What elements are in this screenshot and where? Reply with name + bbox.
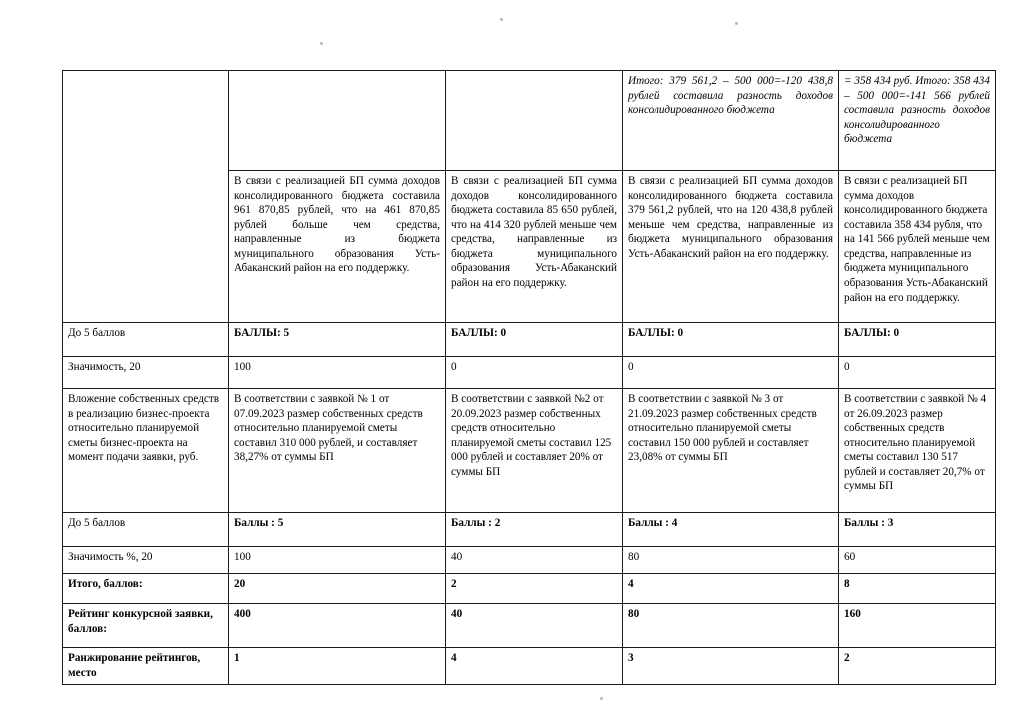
- scoring-table-container: [62, 70, 995, 685]
- cell-bid4-ball-1: БАЛЛЫ: 0: [839, 323, 996, 357]
- cell-bid3-vlozhenie: В соответствии с заявкой № 3 от 21.09.2023 размер собственных средств относительно планируемой сметы составил 150 000 рублей и составляет 23,08% от суммы БП: [623, 389, 839, 513]
- scan-speck: [600, 697, 603, 700]
- cell-bid2-ball-1: БАЛЛЫ: 0: [446, 323, 623, 357]
- table-row: [63, 323, 996, 357]
- table-row: [63, 357, 996, 389]
- cell-bid1-ball-1: БАЛЛЫ: 5: [229, 323, 446, 357]
- cell-bid1-description: В связи с реализацией БП сумма доходов консолидированного бюджета составила 961 870,85 рублей, что на 461 870,85 рублей больше чем средства, направленные из бюджета муниципального образования Усть-Абаканский район на его поддержку.: [229, 171, 446, 323]
- cell-bid2-empty: [446, 71, 623, 171]
- cell-bid4-itogo: = 358 434 руб. Итого: 358 434 – 500 000=-141 566 рублей составила разность доходов консолидированного бюджета: [839, 71, 996, 171]
- scan-speck: [735, 22, 738, 25]
- cell-bid2-reiting: 40: [446, 604, 623, 648]
- table-row: [63, 648, 996, 685]
- cell-bid4-reiting: 160: [839, 604, 996, 648]
- cell-bid4-ball-2: Баллы : 3: [839, 513, 996, 547]
- cell-bid3-itogo-ballov: 4: [623, 574, 839, 604]
- cell-bid1-ball-2: Баллы : 5: [229, 513, 446, 547]
- table-row: [63, 71, 996, 171]
- cell-bid2-znachimost-20: 0: [446, 357, 623, 389]
- cell-bid1-znachimost-pct: 100: [229, 547, 446, 574]
- cell-bid4-ranzhirovanie: 2: [839, 648, 996, 685]
- cell-bid1-itogo-ballov: 20: [229, 574, 446, 604]
- table-row: [63, 547, 996, 574]
- table-row: [63, 389, 996, 513]
- cell-bid1-empty: [229, 71, 446, 171]
- cell-bid4-vlozhenie: В соответствии с заявкой № 4 от 26.09.2023 размер собственных средств относительно планируемой сметы составил 130 517 рублей и составляет 20,7% от суммы БП: [839, 389, 996, 513]
- cell-criterion-do5-2: До 5 баллов: [63, 513, 229, 547]
- cell-bid2-ranzhirovanie: 4: [446, 648, 623, 685]
- cell-bid2-znachimost-pct: 40: [446, 547, 623, 574]
- cell-bid1-vlozhenie: В соответствии с заявкой № 1 от 07.09.2023 размер собственных средств относительно планируемой сметы составил 310 000 рублей, и составляет 38,27% от суммы БП: [229, 389, 446, 513]
- cell-criterion-ranzhirovanie: Ранжирование рейтингов, место: [63, 648, 229, 685]
- cell-criterion-do5-1: До 5 баллов: [63, 323, 229, 357]
- cell-bid3-description: В связи с реализацией БП сумма доходов консолидированного бюджета составила 379 561,2 рублей, что на 120 438,8 рублей меньше чем средства, направленные из бюджета муниципального образования Усть-Абаканский район на его поддержку.: [623, 171, 839, 323]
- cell-bid1-reiting: 400: [229, 604, 446, 648]
- cell-bid2-description: В связи с реализацией БП сумма доходов консолидированного бюджета составила 85 650 рублей, что на 414 320 рублей меньше чем средства, направленные из бюджета муниципального образования Усть-Абаканский район на его поддержку.: [446, 171, 623, 323]
- cell-bid4-znachimost-20: 0: [839, 357, 996, 389]
- cell-bid1-znachimost-20: 100: [229, 357, 446, 389]
- scan-speck: [500, 18, 503, 21]
- cell-bid3-znachimost-pct: 80: [623, 547, 839, 574]
- scan-speck: [320, 42, 323, 45]
- cell-bid1-ranzhirovanie: 1: [229, 648, 446, 685]
- cell-bid4-znachimost-pct: 60: [839, 547, 996, 574]
- cell-bid3-itogo: Итого: 379 561,2 – 500 000=-120 438,8 рублей составила разность доходов консолидированного бюджета: [623, 71, 839, 171]
- cell-bid3-ball-2: Баллы : 4: [623, 513, 839, 547]
- table-row: [63, 574, 996, 604]
- cell-bid3-ranzhirovanie: 3: [623, 648, 839, 685]
- cell-bid3-znachimost-20: 0: [623, 357, 839, 389]
- cell-criterion-reiting: Рейтинг конкурсной заявки, баллов:: [63, 604, 229, 648]
- cell-bid2-itogo-ballov: 2: [446, 574, 623, 604]
- cell-criterion-empty: [63, 71, 229, 323]
- cell-criterion-znachimost-20: Значимость, 20: [63, 357, 229, 389]
- table-row: [63, 513, 996, 547]
- cell-criterion-vlozhenie: Вложение собственных средств в реализацию бизнес-проекта относительно планируемой сметы бизнес-проекта на момент подачи заявки, руб.: [63, 389, 229, 513]
- cell-criterion-itogo-ballov: Итого, баллов:: [63, 574, 229, 604]
- cell-bid4-description: В связи с реализацией БП сумма доходов консолидированного бюджета составила 358 434 рубля, что на 141 566 рублей меньше чем средства, направленные из бюджета муниципального образования Усть-Абаканский район на его поддержку.: [839, 171, 996, 323]
- cell-bid2-ball-2: Баллы : 2: [446, 513, 623, 547]
- scoring-table: [62, 70, 996, 685]
- cell-bid2-vlozhenie: В соответствии с заявкой №2 от 20.09.2023 размер собственных средств относительно планируемой сметы составил 125 000 рублей и составляет 20% от суммы БП: [446, 389, 623, 513]
- cell-bid3-ball-1: БАЛЛЫ: 0: [623, 323, 839, 357]
- cell-bid4-itogo-ballov: 8: [839, 574, 996, 604]
- table-row: [63, 604, 996, 648]
- cell-criterion-znachimost-pct: Значимость %, 20: [63, 547, 229, 574]
- cell-bid3-reiting: 80: [623, 604, 839, 648]
